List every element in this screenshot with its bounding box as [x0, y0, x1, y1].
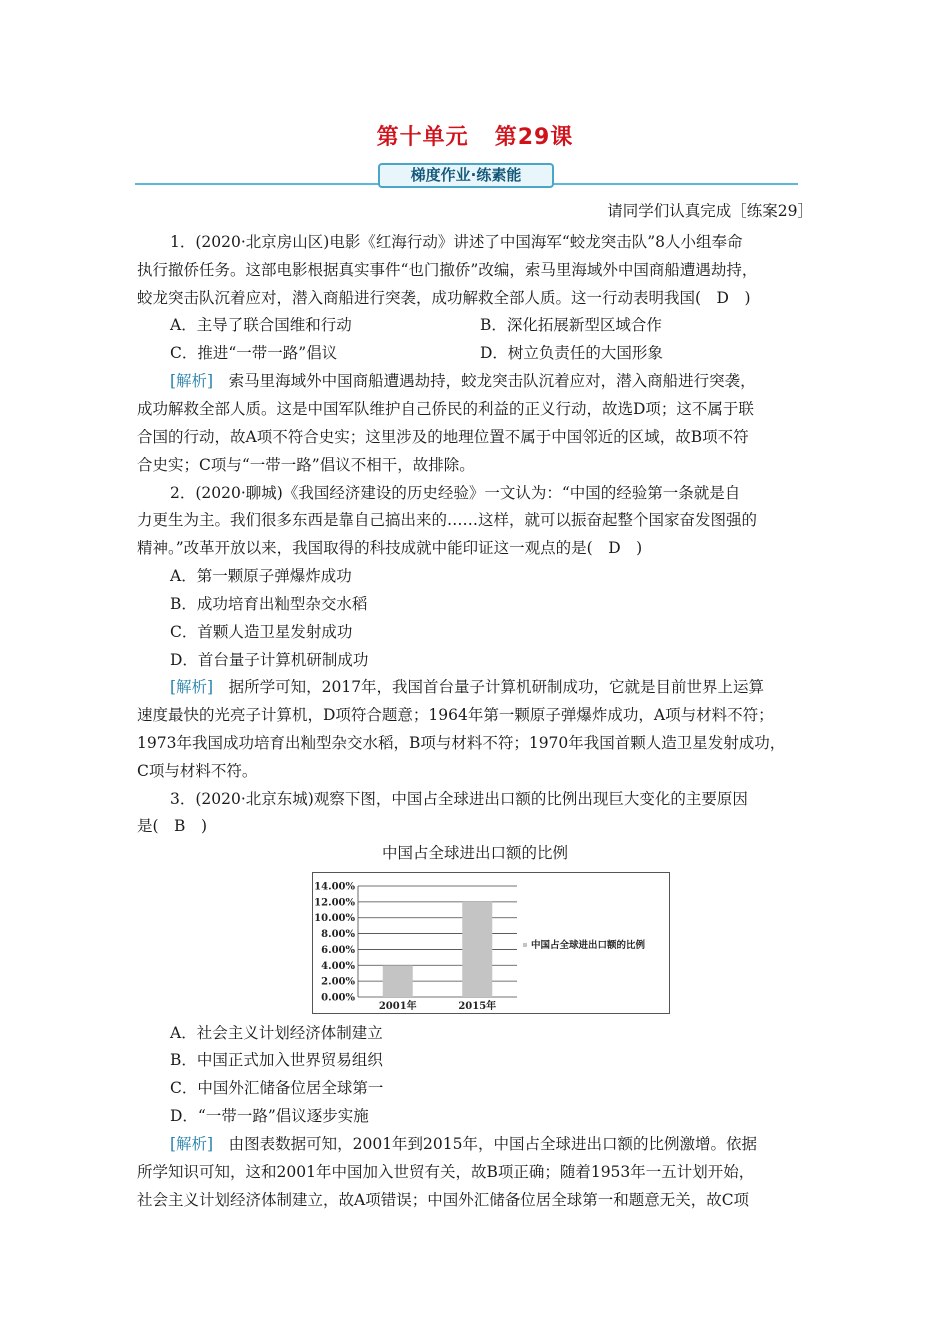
assignment-note: 请同学们认真完成［练案29］	[607, 202, 813, 220]
lesson-title: 第29课	[494, 125, 574, 150]
unit-title: 第十单元	[376, 125, 469, 150]
q1-analysis-line: 合史实；C项与“一带一路”倡议不相干，故排除。	[137, 456, 475, 474]
legend-label: 中国占全球进出口额的比例	[531, 940, 646, 951]
y-tick-label: 2.00%	[321, 976, 355, 988]
y-tick-label: 4.00%	[321, 960, 355, 972]
q3-option-c: C．中国外汇储备位居全球第一	[170, 1079, 384, 1097]
q1-analysis-line: 合国的行动，故A项不符合史实；这里涉及的地理位置不属于中国邻近的区域，故B项不符	[137, 428, 749, 446]
q3-option-b: B．中国正式加入世界贸易组织	[170, 1051, 383, 1069]
q3-stem-line: 3．(2020·北京东城)观察下图，中国占全球进出口额的比例出现巨大变化的主要原因	[170, 790, 748, 808]
bar	[383, 965, 413, 997]
chart-title: 中国占全球进出口额的比例	[381, 844, 568, 862]
legend-marker	[523, 943, 527, 947]
y-tick-label: 6.00%	[321, 944, 355, 956]
section-banner: 梯度作业·练素能	[378, 163, 554, 188]
y-tick-label: 0.00%	[321, 992, 355, 1004]
analysis-tag: [解析]	[170, 678, 214, 696]
q2-analysis-line: 1973年我国成功培育出籼型杂交水稻，B项与材料不符；1970年我国首颗人造卫星发射成功，	[137, 734, 786, 752]
y-tick-label: 8.00%	[321, 929, 355, 941]
q3-analysis-line: 所学知识可知，这和2001年中国加入世贸有关，故B项正确；随着1953年一五计划开始，	[137, 1163, 755, 1181]
bar	[462, 902, 492, 997]
q1-analysis-line: 成功解救全部人质。这是中国军队维护自己侨民的利益的正义行动，故选D项；这不属于联	[137, 400, 754, 418]
q2-option-c: C．首颗人造卫星发射成功	[170, 623, 353, 641]
q3-option-a: A．社会主义计划经济体制建立	[170, 1024, 383, 1042]
q1-option-a: A．主导了联合国维和行动	[170, 316, 352, 334]
q1-stem-line: 蛟龙突击队沉着应对，潜入商船进行突袭，成功解救全部人质。这一行动表明我国( D )	[137, 289, 751, 307]
q3-option-d: D．“一带一路”倡议逐步实施	[170, 1107, 369, 1125]
q2-stem-line: 力更生为主。我们很多东西是靠自己搞出来的……这样，就可以振奋起整个国家奋发图强的	[137, 511, 758, 529]
q3-analysis-line: [解析] 由图表数据可知，2001年到2015年，中国占全球进出口额的比例激增。依据	[170, 1135, 758, 1153]
q2-stem-line: 2．(2020·聊城)《我国经济建设的历史经验》一文认为：“中国的经验第一条就是自	[170, 484, 741, 502]
q2-option-d: D．首台量子计算机研制成功	[170, 651, 369, 669]
analysis-tag: [解析]	[170, 372, 214, 390]
q2-analysis-line: 速度最快的光亮子计算机，D项符合题意；1964年第一颗原子弹爆炸成功，A项与材料不符；	[137, 706, 774, 724]
analysis-tag: [解析]	[170, 1135, 214, 1153]
q2-analysis-line: [解析] 据所学可知，2017年，我国首台量子计算机研制成功，它就是目前世界上运算	[170, 678, 765, 696]
q1-option-d: D．树立负责任的大国形象	[480, 344, 663, 362]
q1-analysis-line: [解析] 索马里海域外中国商船遭遇劫持，蛟龙突击队沉着应对，潜入商船进行突袭，	[170, 372, 756, 390]
q2-option-b: B．成功培育出籼型杂交水稻	[170, 595, 368, 613]
unit-lesson-title	[0, 120, 950, 151]
q2-analysis-line: C项与材料不符。	[137, 762, 258, 780]
x-tick-label: 2015年	[458, 1001, 497, 1012]
y-tick-label: 10.00%	[314, 913, 355, 925]
q2-stem-line: 精神。”改革开放以来，我国取得的科技成就中能印证这一观点的是( D )	[137, 539, 643, 557]
x-tick-label: 2001年	[378, 1001, 417, 1012]
y-tick-label: 14.00%	[314, 881, 355, 893]
q1-option-b: B．深化拓展新型区域合作	[480, 316, 662, 334]
q1-option-c: C．推进“一带一路”倡议	[170, 344, 338, 362]
q1-stem-line: 执行撤侨任务。这部电影根据真实事件“也门撤侨”改编，索马里海域外中国商船遭遇劫持，	[137, 261, 758, 279]
q3-analysis-line: 社会主义计划经济体制建立，故A项错误；中国外汇储备位居全球第一和题意无关，故C项	[137, 1191, 750, 1209]
y-tick-label: 12.00%	[314, 897, 355, 909]
q1-stem-line: 1．(2020·北京房山区)电影《红海行动》讲述了中国海军“蛟龙突击队”8人小组奉命	[170, 233, 743, 251]
q2-option-a: A．第一颗原子弹爆炸成功	[170, 567, 352, 585]
bar-chart	[312, 872, 670, 1014]
q3-stem-line: 是( B )	[137, 817, 207, 835]
